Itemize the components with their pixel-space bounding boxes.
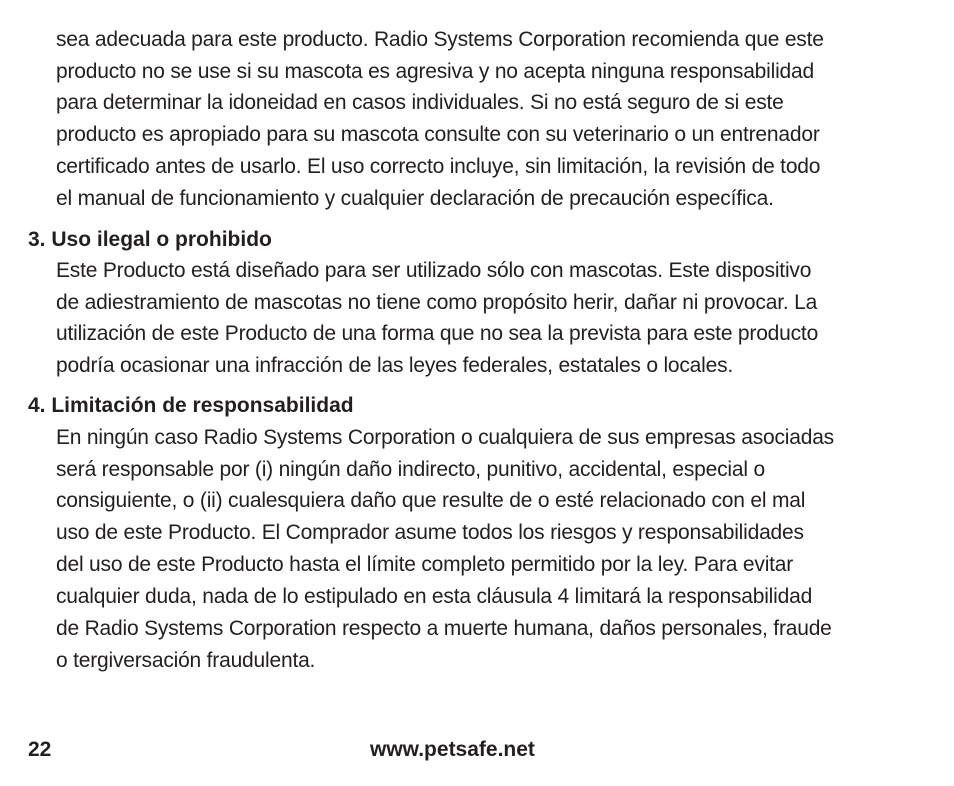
page-number: 22	[28, 738, 52, 761]
paragraph-line: sea adecuada para este producto. Radio Systems Corporation recomienda que este	[56, 28, 824, 51]
section-heading: 3. Uso ilegal o prohibido	[28, 228, 272, 251]
paragraph-line: consiguiente, o (ii) cualesquiera daño que resulte de o esté relacionado con el mal	[56, 489, 806, 512]
paragraph-line: cualquier duda, nada de lo estipulado en esta cláusula 4 limitará la responsabilidad	[56, 585, 813, 608]
section-heading: 4. Limitación de responsabilidad	[28, 394, 354, 417]
paragraph-line: certificado antes de usarlo. El uso correcto incluye, sin limitación, la revisión de todo	[56, 155, 821, 178]
paragraph-line: para determinar la idoneidad en casos individuales. Si no está seguro de si este	[56, 91, 784, 114]
paragraph-line: del uso de este Producto hasta el límite completo permitido por la ley. Para evitar	[56, 553, 794, 576]
paragraph-line: uso de este Producto. El Comprador asume todos los riesgos y responsabilidades	[56, 521, 804, 544]
paragraph-line: producto no se use si su mascota es agresiva y no acepta ninguna responsabilidad	[56, 60, 814, 83]
paragraph-line: En ningún caso Radio Systems Corporation o cualquiera de sus empresas asociadas	[56, 426, 834, 449]
paragraph-line: utilización de este Producto de una forma que no sea la prevista para este producto	[56, 322, 819, 345]
paragraph-line: Este Producto está diseñado para ser utilizado sólo con mascotas. Este dispositivo	[56, 259, 812, 282]
paragraph-line: será responsable por (i) ningún daño indirecto, punitivo, accidental, especial o	[56, 458, 765, 481]
paragraph-line: podría ocasionar una infracción de las leyes federales, estatales o locales.	[56, 354, 734, 377]
paragraph-line: producto es apropiado para su mascota consulte con su veterinario o un entrenador	[56, 123, 820, 146]
paragraph-line: el manual de funcionamiento y cualquier declaración de precaución específica.	[56, 187, 774, 210]
paragraph-line: de Radio Systems Corporation respecto a muerte humana, daños personales, fraude	[56, 617, 832, 640]
paragraph-line: de adiestramiento de mascotas no tiene como propósito herir, dañar ni provocar. La	[56, 291, 818, 314]
paragraph-line: o tergiversación fraudulenta.	[56, 649, 316, 672]
website-url: www.petsafe.net	[370, 738, 535, 761]
